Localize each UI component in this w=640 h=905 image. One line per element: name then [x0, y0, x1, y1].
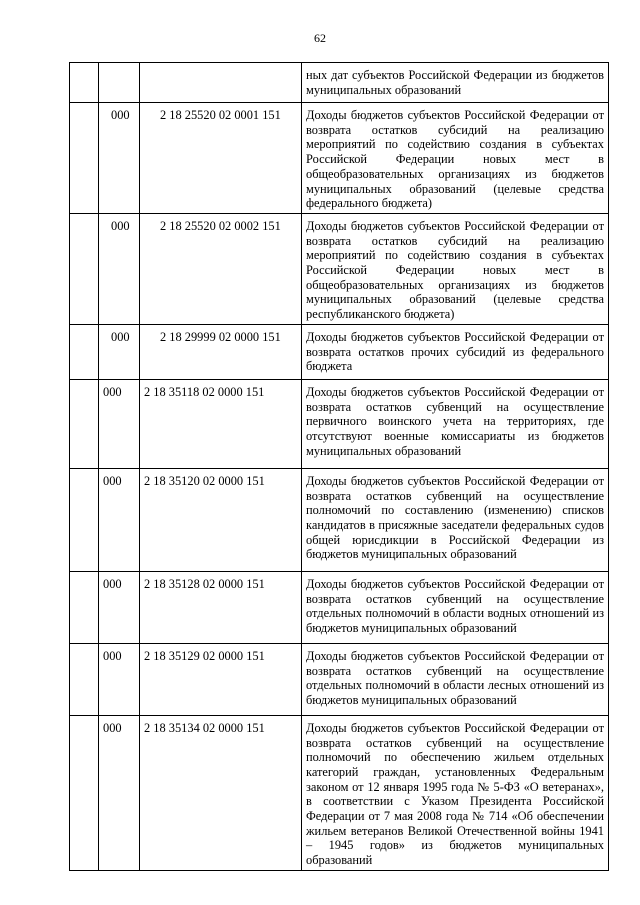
admin-code-cell: 000 — [99, 324, 140, 379]
budget-code-cell — [140, 63, 302, 103]
admin-code-cell: 000 — [99, 571, 140, 643]
table-row — [70, 468, 609, 571]
description-cell: Доходы бюджетов субъектов Российской Федерации от возврата остатков субвенций на осуществление отдельных полномочий в области водных отношений из бюджетов муниципальных образований — [302, 571, 609, 643]
index-cell — [70, 379, 99, 468]
admin-code-cell: 000 — [99, 379, 140, 468]
index-cell — [70, 571, 99, 643]
budget-classification-table — [69, 62, 609, 871]
table-row — [70, 715, 609, 870]
description-cell: Доходы бюджетов субъектов Российской Федерации от возврата остатков субвенций на осуществление отдельных полномочий в области лесных отношений из бюджетов муниципальных образований — [302, 643, 609, 715]
table-row — [70, 643, 609, 715]
index-cell — [70, 468, 99, 571]
admin-code-cell: 000 — [99, 643, 140, 715]
description-cell: Доходы бюджетов субъектов Российской Федерации от возврата остатков субсидий на реализацию мероприятий по содействию создания в субъектах Российской Федерации новых мест в общеобразовательных организациях из бюджетов муниципальных образований (целевые средства федерального бюджета) — [302, 103, 609, 214]
table-row — [70, 379, 609, 468]
description-cell: Доходы бюджетов субъектов Российской Федерации от возврата остатков субсидий на реализацию мероприятий по содействию создания в субъектах Российской Федерации новых мест в общеобразовательных организациях из бюджетов муниципальных образований (целевые средства республиканского бюджета) — [302, 213, 609, 324]
description-cell: Доходы бюджетов субъектов Российской Федерации от возврата остатков прочих субсидий из федерального бюджета — [302, 324, 609, 379]
description-cell: Доходы бюджетов субъектов Российской Федерации от возврата остатков субвенций на осуществление первичного воинского учета на территориях, где отсутствуют военные комиссариаты из бюджетов муниципальных образований — [302, 379, 609, 468]
budget-code-cell: 2 18 35120 02 0000 151 — [140, 468, 302, 571]
index-cell — [70, 643, 99, 715]
index-cell — [70, 63, 99, 103]
index-cell — [70, 213, 99, 324]
description-cell: Доходы бюджетов субъектов Российской Федерации от возврата остатков субвенций на осуществление полномочий по обеспечению жильем отдельных категорий граждан, установленных Федеральным законом от 12 января 1995 года № 5-ФЗ «О ветеранах», в соответствии с Указом Президента Российской Федерации от 7 мая 2008 года № 714 «Об обеспечении жильем ветеранов Великой Отечественной войны 1941 – 1945 годов» из бюджетов муниципальных образований — [302, 715, 609, 870]
admin-code-cell — [99, 63, 140, 103]
budget-code-cell: 2 18 29999 02 0000 151 — [140, 324, 302, 379]
budget-code-cell: 2 18 35128 02 0000 151 — [140, 571, 302, 643]
table-row — [70, 103, 609, 214]
budget-code-cell: 2 18 35134 02 0000 151 — [140, 715, 302, 870]
page-number: 62 — [314, 31, 326, 45]
budget-code-cell: 2 18 25520 02 0001 151 — [140, 103, 302, 214]
index-cell — [70, 324, 99, 379]
budget-code-cell: 2 18 25520 02 0002 151 — [140, 213, 302, 324]
admin-code-cell: 000 — [99, 715, 140, 870]
admin-code-cell: 000 — [99, 468, 140, 571]
budget-code-cell: 2 18 35118 02 0000 151 — [140, 379, 302, 468]
budget-code-cell: 2 18 35129 02 0000 151 — [140, 643, 302, 715]
admin-code-cell: 000 — [99, 213, 140, 324]
table-row — [70, 63, 609, 103]
description-cell: ных дат субъектов Российской Федерации из бюджетов муниципальных образований — [302, 63, 609, 103]
admin-code-cell: 000 — [99, 103, 140, 214]
index-cell — [70, 103, 99, 214]
table-row — [70, 213, 609, 324]
table-row — [70, 324, 609, 379]
table-row — [70, 571, 609, 643]
index-cell — [70, 715, 99, 870]
description-cell: Доходы бюджетов субъектов Российской Федерации от возврата остатков субвенций на осуществление полномочий по составлению (изменению) списков кандидатов в присяжные заседатели федеральных судов общей юрисдикции в Российской Федерации из бюджетов муниципальных образований — [302, 468, 609, 571]
